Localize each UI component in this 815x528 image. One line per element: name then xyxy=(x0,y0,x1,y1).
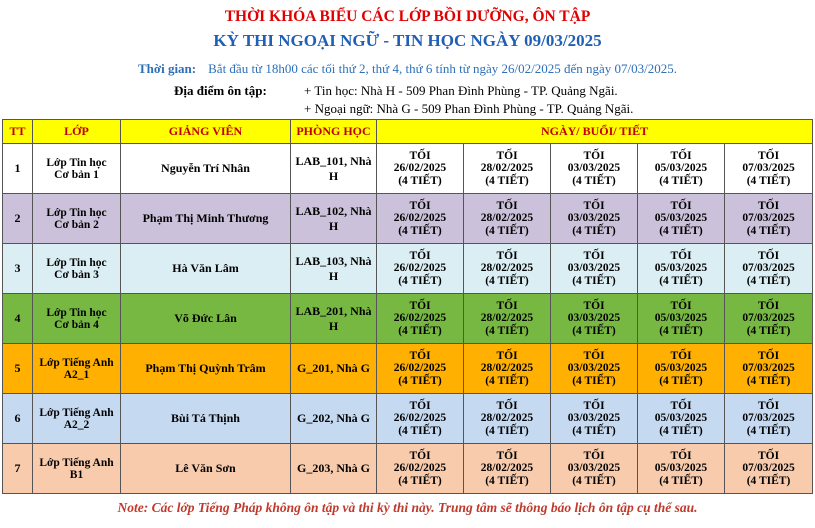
session-word: TỐI xyxy=(670,249,692,262)
session-cell xyxy=(725,144,813,194)
session-word: TỐI xyxy=(583,199,605,212)
session-word: TỐI xyxy=(670,299,692,312)
session-cell xyxy=(464,144,551,194)
session-periods: (4 TIẾT) xyxy=(746,474,791,487)
class-name-line: Cơ bản 3 xyxy=(54,268,99,281)
session-word: TỐI xyxy=(409,399,431,412)
time-text: Bắt đầu từ 18h00 các tối thứ 2, thứ 4, thứ 6 tính từ ngày 26/02/2025 đến ngày 07/03/2025. xyxy=(208,61,678,76)
room-name: G_201, Nhà G xyxy=(291,344,377,394)
session-date: 03/03/2025 xyxy=(567,312,621,325)
session-periods: (4 TIẾT) xyxy=(572,324,616,337)
session-word: TỐI xyxy=(496,149,518,162)
class-name xyxy=(33,394,121,444)
session-periods: (4 TIẾT) xyxy=(485,424,529,437)
location-line-it: + Tin học: Nhà H - 509 Phan Đình Phùng - TP. Quảng Ngãi. xyxy=(304,83,618,98)
session-cell xyxy=(464,194,551,244)
session-periods: (4 TIẾT) xyxy=(398,174,442,187)
session-periods: (4 TIẾT) xyxy=(746,324,791,337)
session-periods: (4 TIẾT) xyxy=(659,224,703,237)
session-cell xyxy=(551,344,638,394)
session-date: 28/02/2025 xyxy=(480,212,534,225)
session-periods: (4 TIẾT) xyxy=(572,224,616,237)
session-cell xyxy=(638,444,725,494)
class-name xyxy=(33,144,121,194)
session-periods: (4 TIẾT) xyxy=(659,424,703,437)
table-header-row xyxy=(3,120,813,144)
room-name: LAB_102, Nhà H xyxy=(291,194,377,244)
session-date: 26/02/2025 xyxy=(393,262,447,275)
session-periods: (4 TIẾT) xyxy=(485,274,529,287)
row-number: 3 xyxy=(3,244,33,294)
session-periods: (4 TIẾT) xyxy=(659,374,703,387)
session-word: TỐI xyxy=(496,249,518,262)
session-cell xyxy=(551,444,638,494)
teacher-name: Võ Đức Lân xyxy=(121,294,291,344)
session-word: TỐI xyxy=(583,449,605,462)
footer-note: Note: Các lớp Tiếng Pháp không ôn tập và thi kỳ thi này. Trung tâm sẽ thông báo lịch ôn tập cụ thể sau. xyxy=(117,500,698,515)
session-date: 05/03/2025 xyxy=(654,462,708,475)
header-schedule: NGÀY/ BUỔI/ TIẾT xyxy=(377,120,813,144)
session-periods: (4 TIẾT) xyxy=(485,374,529,387)
session-periods: (4 TIẾT) xyxy=(398,474,442,487)
session-date: 28/02/2025 xyxy=(480,462,534,475)
row-number: 4 xyxy=(3,294,33,344)
session-date: 28/02/2025 xyxy=(480,362,534,375)
session-periods: (4 TIẾT) xyxy=(398,324,442,337)
session-periods: (4 TIẾT) xyxy=(746,424,791,437)
session-date: 07/03/2025 xyxy=(742,312,795,325)
teacher-name: Nguyễn Trí Nhân xyxy=(121,144,291,194)
session-word: TỐI xyxy=(757,349,780,362)
session-cell xyxy=(638,244,725,294)
table-row xyxy=(3,444,813,494)
session-date: 26/02/2025 xyxy=(393,412,447,425)
session-periods: (4 TIẾT) xyxy=(746,274,791,287)
session-cell xyxy=(377,344,464,394)
table-row xyxy=(3,194,813,244)
time-row xyxy=(0,61,815,77)
session-date: 05/03/2025 xyxy=(654,412,708,425)
session-periods: (4 TIẾT) xyxy=(572,424,616,437)
session-periods: (4 TIẾT) xyxy=(485,224,529,237)
session-word: TỐI xyxy=(670,149,692,162)
session-cell xyxy=(725,294,813,344)
header-class: LỚP xyxy=(33,120,121,144)
session-cell xyxy=(377,294,464,344)
header-teacher: GIẢNG VIÊN xyxy=(121,120,291,144)
room-name: G_203, Nhà G xyxy=(291,444,377,494)
session-periods: (4 TIẾT) xyxy=(659,324,703,337)
session-word: TỐI xyxy=(496,299,518,312)
session-word: TỐI xyxy=(757,299,780,312)
session-word: TỐI xyxy=(670,349,692,362)
session-periods: (4 TIẾT) xyxy=(746,224,791,237)
session-word: TỐI xyxy=(496,349,518,362)
header-room: PHÒNG HỌC xyxy=(291,120,377,144)
session-periods: (4 TIẾT) xyxy=(659,474,703,487)
session-cell xyxy=(551,294,638,344)
session-cell xyxy=(551,194,638,244)
session-date: 26/02/2025 xyxy=(393,462,447,475)
class-name-line: Cơ bản 1 xyxy=(54,168,99,181)
class-name-line: Lớp Tin học xyxy=(46,306,107,319)
session-periods: (4 TIẾT) xyxy=(398,224,442,237)
class-name-line: Lớp Tiếng Anh xyxy=(39,356,114,369)
session-periods: (4 TIẾT) xyxy=(572,474,616,487)
session-date: 03/03/2025 xyxy=(567,262,621,275)
session-word: TỐI xyxy=(409,199,431,212)
session-periods: (4 TIẾT) xyxy=(572,274,616,287)
class-name-line: Lớp Tin học xyxy=(46,206,107,219)
row-number: 6 xyxy=(3,394,33,444)
session-periods: (4 TIẾT) xyxy=(485,174,529,187)
session-date: 28/02/2025 xyxy=(480,262,534,275)
session-periods: (4 TIẾT) xyxy=(659,174,703,187)
session-date: 05/03/2025 xyxy=(654,362,708,375)
session-periods: (4 TIẾT) xyxy=(398,424,442,437)
session-date: 03/03/2025 xyxy=(567,162,621,175)
table-row xyxy=(3,344,813,394)
room-name: LAB_103, Nhà H xyxy=(291,244,377,294)
class-name xyxy=(33,344,121,394)
class-name xyxy=(33,294,121,344)
session-cell xyxy=(725,344,813,394)
session-cell xyxy=(725,444,813,494)
location-label: Địa điểm ôn tập: xyxy=(174,83,267,98)
room-name: LAB_201, Nhà H xyxy=(291,294,377,344)
row-number: 7 xyxy=(3,444,33,494)
teacher-name: Bùi Tá Thịnh xyxy=(121,394,291,444)
session-cell xyxy=(551,244,638,294)
session-date: 28/02/2025 xyxy=(480,312,534,325)
session-cell xyxy=(464,444,551,494)
session-word: TỐI xyxy=(670,199,692,212)
class-name-line: Cơ bản 4 xyxy=(54,318,99,331)
teacher-name: Phạm Thị Minh Thương xyxy=(121,194,291,244)
title-line-2: KỲ THI NGOẠI NGỮ - TIN HỌC NGÀY 09/03/2025 xyxy=(213,31,602,50)
session-cell xyxy=(377,244,464,294)
session-cell xyxy=(725,394,813,444)
session-word: TỐI xyxy=(496,399,518,412)
session-cell xyxy=(464,394,551,444)
title-line-1: THỜI KHÓA BIỂU CÁC LỚP BỒI DƯỠNG, ÔN TẬP xyxy=(224,8,591,25)
session-periods: (4 TIẾT) xyxy=(485,474,529,487)
session-date: 26/02/2025 xyxy=(393,212,447,225)
session-word: TỐI xyxy=(409,249,431,262)
session-date: 05/03/2025 xyxy=(654,312,708,325)
class-name-line: Lớp Tin học xyxy=(46,256,107,269)
session-date: 05/03/2025 xyxy=(654,162,708,175)
location-line-language: + Ngoại ngữ: Nhà G - 509 Phan Đình Phùng - TP. Quảng Ngãi. xyxy=(304,101,634,116)
class-name-line: Lớp Tiếng Anh xyxy=(39,456,114,469)
session-word: TỐI xyxy=(409,299,431,312)
session-cell xyxy=(464,244,551,294)
class-name-line: Cơ bản 2 xyxy=(54,218,99,231)
session-cell xyxy=(377,394,464,444)
session-date: 07/03/2025 xyxy=(742,162,795,175)
session-cell xyxy=(638,344,725,394)
session-periods: (4 TIẾT) xyxy=(572,174,616,187)
header-tt: TT xyxy=(3,120,33,144)
session-date: 26/02/2025 xyxy=(393,362,447,375)
session-cell xyxy=(464,344,551,394)
session-cell xyxy=(551,144,638,194)
session-word: TỐI xyxy=(496,199,518,212)
session-periods: (4 TIẾT) xyxy=(746,174,791,187)
session-date: 05/03/2025 xyxy=(654,262,708,275)
session-cell xyxy=(464,294,551,344)
time-label: Thời gian: xyxy=(137,61,197,76)
session-word: TỐI xyxy=(757,199,780,212)
table-row xyxy=(3,144,813,194)
session-word: TỐI xyxy=(583,249,605,262)
session-date: 28/02/2025 xyxy=(480,412,534,425)
session-periods: (4 TIẾT) xyxy=(398,374,442,387)
row-number: 5 xyxy=(3,344,33,394)
session-word: TỐI xyxy=(583,299,605,312)
session-word: TỐI xyxy=(670,399,692,412)
class-name xyxy=(33,194,121,244)
table-row xyxy=(3,294,813,344)
session-date: 03/03/2025 xyxy=(567,462,621,475)
class-name-line: Lớp Tin học xyxy=(46,156,107,169)
session-word: TỐI xyxy=(583,149,605,162)
session-word: TỐI xyxy=(409,449,431,462)
class-name-line: A2_1 xyxy=(63,368,90,381)
session-periods: (4 TIẾT) xyxy=(572,374,616,387)
schedule-body xyxy=(3,144,813,494)
session-word: TỐI xyxy=(757,149,780,162)
session-cell xyxy=(377,194,464,244)
session-date: 07/03/2025 xyxy=(742,462,795,475)
session-date: 07/03/2025 xyxy=(742,212,795,225)
session-word: TỐI xyxy=(757,249,780,262)
session-cell xyxy=(551,394,638,444)
teacher-name: Phạm Thị Quỳnh Trâm xyxy=(121,344,291,394)
class-name xyxy=(33,444,121,494)
class-name-line: B1 xyxy=(69,468,84,481)
session-cell xyxy=(377,444,464,494)
class-name xyxy=(33,244,121,294)
session-periods: (4 TIẾT) xyxy=(485,324,529,337)
class-name-line: A2_2 xyxy=(63,418,90,431)
teacher-name: Hà Văn Lâm xyxy=(121,244,291,294)
session-word: TỐI xyxy=(670,449,692,462)
session-word: TỐI xyxy=(583,349,605,362)
session-date: 07/03/2025 xyxy=(742,412,795,425)
session-word: TỐI xyxy=(583,399,605,412)
session-cell xyxy=(638,194,725,244)
session-periods: (4 TIẾT) xyxy=(746,374,791,387)
session-date: 03/03/2025 xyxy=(567,212,621,225)
session-date: 03/03/2025 xyxy=(567,412,621,425)
session-date: 26/02/2025 xyxy=(393,162,447,175)
session-date: 05/03/2025 xyxy=(654,212,708,225)
session-word: TỐI xyxy=(409,349,431,362)
session-cell xyxy=(638,144,725,194)
session-cell xyxy=(725,244,813,294)
session-word: TỐI xyxy=(496,449,518,462)
session-word: TỐI xyxy=(409,149,431,162)
session-periods: (4 TIẾT) xyxy=(659,274,703,287)
class-name-line: Lớp Tiếng Anh xyxy=(39,406,114,419)
room-name: LAB_101, Nhà H xyxy=(291,144,377,194)
session-cell xyxy=(725,194,813,244)
table-row xyxy=(3,394,813,444)
teacher-name: Lê Văn Sơn xyxy=(121,444,291,494)
schedule-table xyxy=(2,119,813,494)
session-word: TỐI xyxy=(757,399,780,412)
session-date: 28/02/2025 xyxy=(480,162,534,175)
row-number: 2 xyxy=(3,194,33,244)
row-number: 1 xyxy=(3,144,33,194)
session-periods: (4 TIẾT) xyxy=(398,274,442,287)
session-word: TỐI xyxy=(757,449,780,462)
session-date: 03/03/2025 xyxy=(567,362,621,375)
session-cell xyxy=(638,394,725,444)
session-cell xyxy=(377,144,464,194)
session-cell xyxy=(638,294,725,344)
session-date: 26/02/2025 xyxy=(393,312,447,325)
session-date: 07/03/2025 xyxy=(742,362,795,375)
session-date: 07/03/2025 xyxy=(742,262,795,275)
table-row xyxy=(3,244,813,294)
room-name: G_202, Nhà G xyxy=(291,394,377,444)
